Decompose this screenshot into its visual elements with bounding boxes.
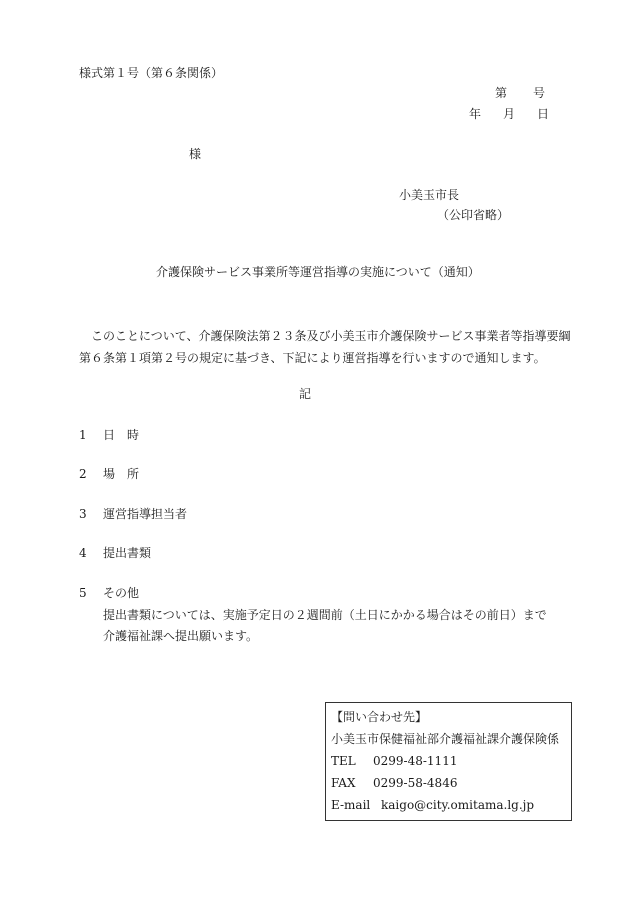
item-number: 2: [79, 467, 87, 481]
day-label: 日: [537, 107, 550, 121]
sender-title: 小美玉市長: [399, 188, 460, 202]
contact-tel: [331, 750, 571, 772]
item-number: 4: [79, 546, 87, 560]
number-label: 第: [495, 86, 508, 100]
item-label: 日時: [103, 428, 152, 442]
seal-note: （公印省略）: [437, 208, 510, 222]
form-number: 様式第１号（第６条関係）: [79, 66, 224, 80]
contact-box: [325, 702, 572, 821]
date-row: [469, 107, 549, 121]
item-label: 提出書類: [103, 546, 152, 560]
contact-fax: [331, 772, 571, 794]
item-label: 場所: [103, 467, 152, 481]
item-place: [79, 467, 151, 481]
ki-heading: 記: [299, 387, 312, 401]
other-note-line2: 介護福祉課へ提出願います。: [103, 629, 259, 643]
body-text: このことについて、介護保険法第２３条及び小美玉市介護保険サービス事業者等指導要綱第６条第１項第２号の規定に基づき、下記により運営指導を行いますので通知します。: [79, 329, 571, 365]
addressee: 様: [189, 147, 202, 161]
tel-label: TEL: [331, 754, 356, 768]
item-datetime: [79, 428, 151, 442]
item-number: 1: [79, 428, 87, 442]
other-note-line1: 提出書類については、実施予定日の２週間前（土日にかかる場合はその前日）まで: [103, 608, 547, 622]
email-address: kaigo@city.omitama.lg.jp: [381, 798, 535, 812]
tel-number: 0299-48-1111: [373, 754, 458, 768]
email-label: E-mail: [331, 798, 371, 812]
item-documents: [79, 546, 151, 560]
item-other: [79, 586, 139, 600]
item-label: その他: [103, 586, 140, 600]
other-note: [103, 605, 547, 647]
document-number-row: [495, 86, 545, 100]
item-label: 運営指導担当者: [103, 507, 188, 521]
document-title: 介護保険サービス事業所等運営指導の実施について（通知）: [156, 265, 480, 279]
year-label: 年: [469, 107, 482, 121]
contact-department: 小美玉市保健福祉部介護福祉課介護保険係: [331, 732, 560, 746]
number-suffix: 号: [533, 86, 546, 100]
item-staff: [79, 507, 187, 521]
month-label: 月: [503, 107, 516, 121]
contact-heading: 【問い合わせ先】: [331, 710, 428, 724]
item-number: 3: [79, 507, 87, 521]
contact-email: [331, 794, 571, 816]
fax-label: FAX: [331, 776, 356, 790]
item-number: 5: [79, 586, 87, 600]
fax-number: 0299-58-4846: [373, 776, 458, 790]
